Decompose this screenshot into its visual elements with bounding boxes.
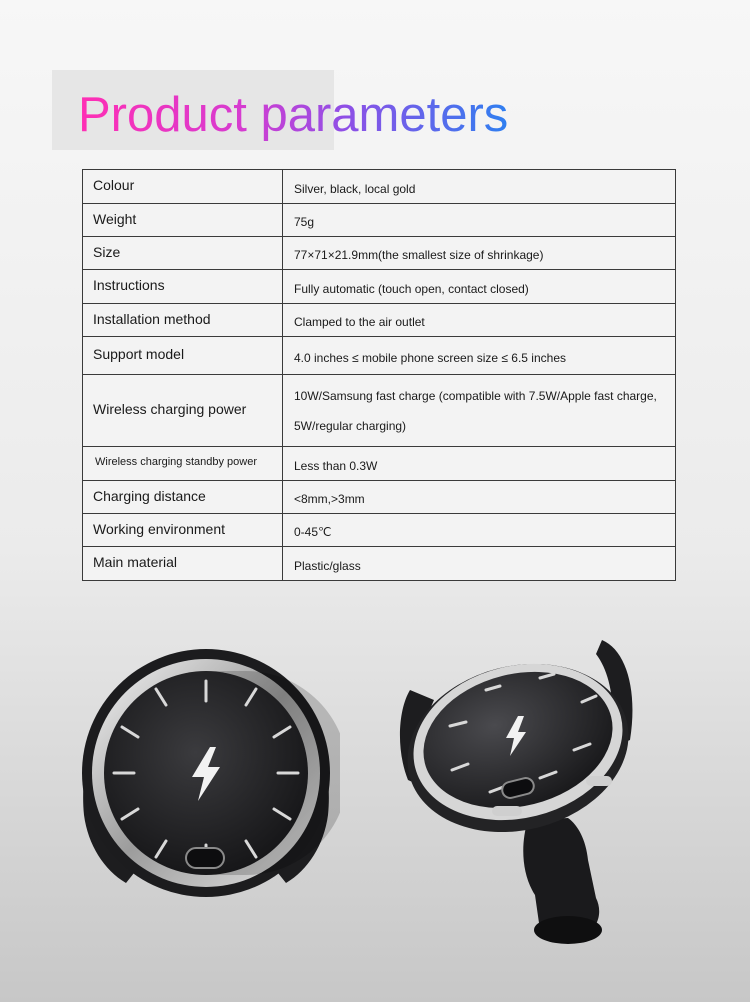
param-key: Size (83, 237, 283, 270)
param-key: Main material (83, 547, 283, 581)
table-row (83, 337, 676, 375)
table-row (83, 204, 676, 237)
param-value: Fully automatic (touch open, contact closed) (283, 270, 676, 304)
parameters-table (82, 169, 676, 581)
param-key: Working environment (83, 514, 283, 547)
param-key: Support model (83, 337, 283, 375)
param-value: Clamped to the air outlet (283, 304, 676, 337)
param-key: Instructions (83, 270, 283, 304)
param-key: Charging distance (83, 481, 283, 514)
param-key: Weight (83, 204, 283, 237)
page-title: Product parameters (78, 88, 509, 142)
param-key: Installation method (83, 304, 283, 337)
table-row (83, 170, 676, 204)
table-row (83, 481, 676, 514)
param-value: 10W/Samsung fast charge (compatible with 7.5W/Apple fast charge, 5W/regular charging) (283, 375, 676, 447)
table-row (83, 514, 676, 547)
param-key: Wireless charging power (83, 375, 283, 447)
param-value: 4.0 inches ≤ mobile phone screen size ≤ 6.5 inches (283, 337, 676, 375)
param-value: 75g (283, 204, 676, 237)
table-row (83, 375, 676, 447)
param-value: 0-45℃ (283, 514, 676, 547)
param-key: Colour (83, 170, 283, 204)
charger-angled-view (390, 630, 670, 950)
param-key: Wireless charging standby power (83, 447, 283, 481)
param-value: Silver, black, local gold (283, 170, 676, 204)
param-value: Plastic/glass (283, 547, 676, 581)
table-row (83, 547, 676, 581)
charger-front-view (70, 645, 340, 900)
param-value: Less than 0.3W (283, 447, 676, 481)
table-row (83, 304, 676, 337)
table-row (83, 447, 676, 481)
table-row (83, 270, 676, 304)
param-value: 77×71×21.9mm(the smallest size of shrinkage) (283, 237, 676, 270)
table-row (83, 237, 676, 270)
param-value: <8mm,>3mm (283, 481, 676, 514)
